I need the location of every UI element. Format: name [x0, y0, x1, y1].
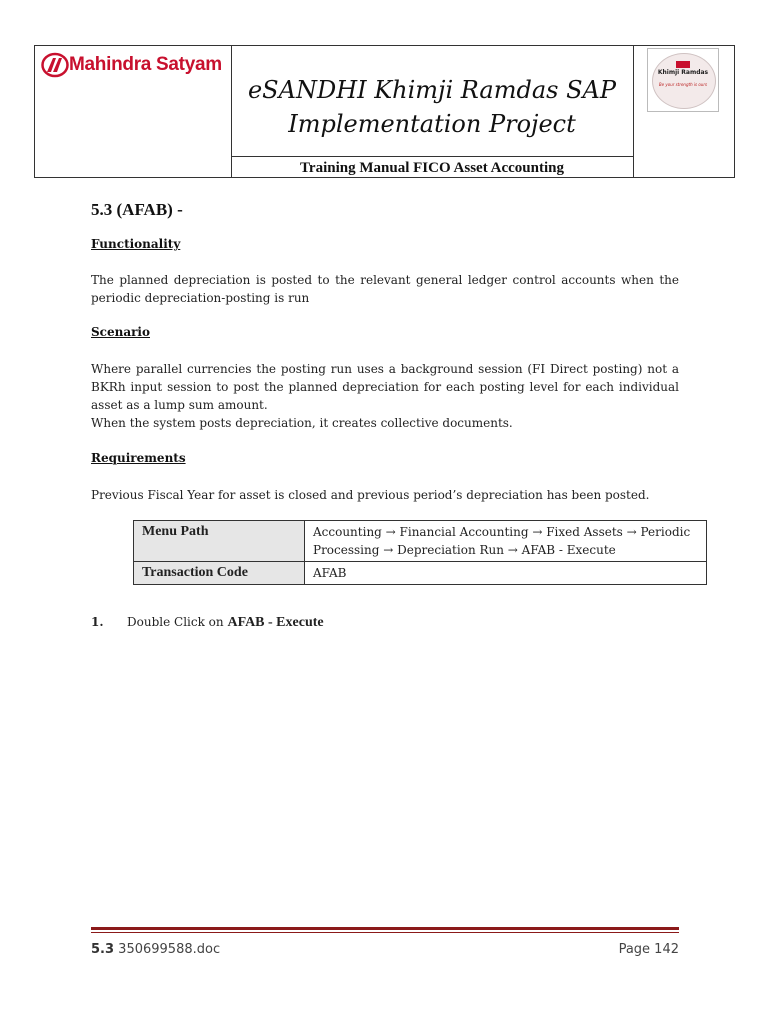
functionality-line-2: periodic depreciation-posting is run [91, 291, 310, 305]
logo-wordmark [69, 54, 222, 76]
mahindra-satyam-logo [41, 52, 222, 78]
step-bold-text: AFAB - Execute [227, 615, 324, 630]
document-header [34, 45, 735, 178]
step-number: 1. [91, 615, 104, 629]
scenario-line-1: Where parallel currencies the posting run uses a background session (FI Direct posting) not a [91, 362, 679, 376]
header-subtitle: Training Manual FICO Asset Accounting [231, 156, 633, 179]
footer-section-ref: 5.3 [91, 942, 115, 957]
scenario-line-4: When the system posts depreciation, it creates collective documents. [91, 416, 513, 430]
header-title-line-1: eSANDHI Khimji Ramdas SAP [247, 76, 617, 104]
transaction-code-label: Transaction Code [134, 562, 305, 585]
header-client-logo-cell [633, 46, 735, 178]
client-logo-name: Khimji Ramdas [657, 69, 709, 76]
menu-path-value [305, 521, 707, 562]
scenario-line-3: asset as a lump sum amount. [91, 398, 268, 412]
logo-brand-gray: Satyam [156, 54, 222, 75]
scenario-line-2: BKRh input session to post the planned depreciation for each posting level for each individual [91, 380, 679, 394]
header-logo-cell [35, 46, 232, 178]
scenario-paragraph [91, 360, 679, 432]
scenario-heading: Scenario [91, 325, 150, 339]
menu-path-table [133, 520, 707, 585]
footer-page-number: Page 142 [618, 942, 679, 957]
header-title-cell [231, 46, 634, 178]
footer-rule [91, 927, 679, 930]
menu-path-label: Menu Path [134, 521, 305, 562]
table-row [134, 521, 707, 562]
requirements-heading: Requirements [91, 451, 186, 465]
khimji-ramdas-logo [647, 48, 719, 112]
functionality-heading: Functionality [91, 237, 181, 251]
section-title: 5.3 (AFAB) - [91, 200, 183, 219]
footer-file-ref [91, 942, 220, 957]
step-text: Double Click on [127, 615, 228, 629]
step-1 [91, 615, 324, 631]
functionality-line-1: The planned depreciation is posted to the relevant general ledger control accounts when the [91, 273, 679, 287]
functionality-paragraph [91, 271, 679, 307]
footer-file-name: 350699588.doc [118, 942, 221, 957]
table-row [134, 562, 707, 585]
transaction-code-value: AFAB [305, 562, 707, 585]
client-logo-tagline: Be your strength is ours [658, 82, 708, 87]
menu-path-value-line-2: Processing → Depreciation Run → AFAB - Execute [313, 543, 616, 557]
menu-path-value-line-1: Accounting → Financial Accounting → Fixed Assets → Periodic [313, 525, 691, 539]
kr-monogram-icon [676, 61, 690, 68]
logo-brand-red: Mahindra [69, 54, 152, 75]
requirements-paragraph: Previous Fiscal Year for asset is closed and previous period’s depreciation has been posted. [91, 488, 650, 502]
footer-rule-thin [91, 932, 679, 933]
header-title-line-2: Implementation Project [288, 110, 576, 138]
mahindra-satyam-logo-icon [41, 52, 69, 78]
